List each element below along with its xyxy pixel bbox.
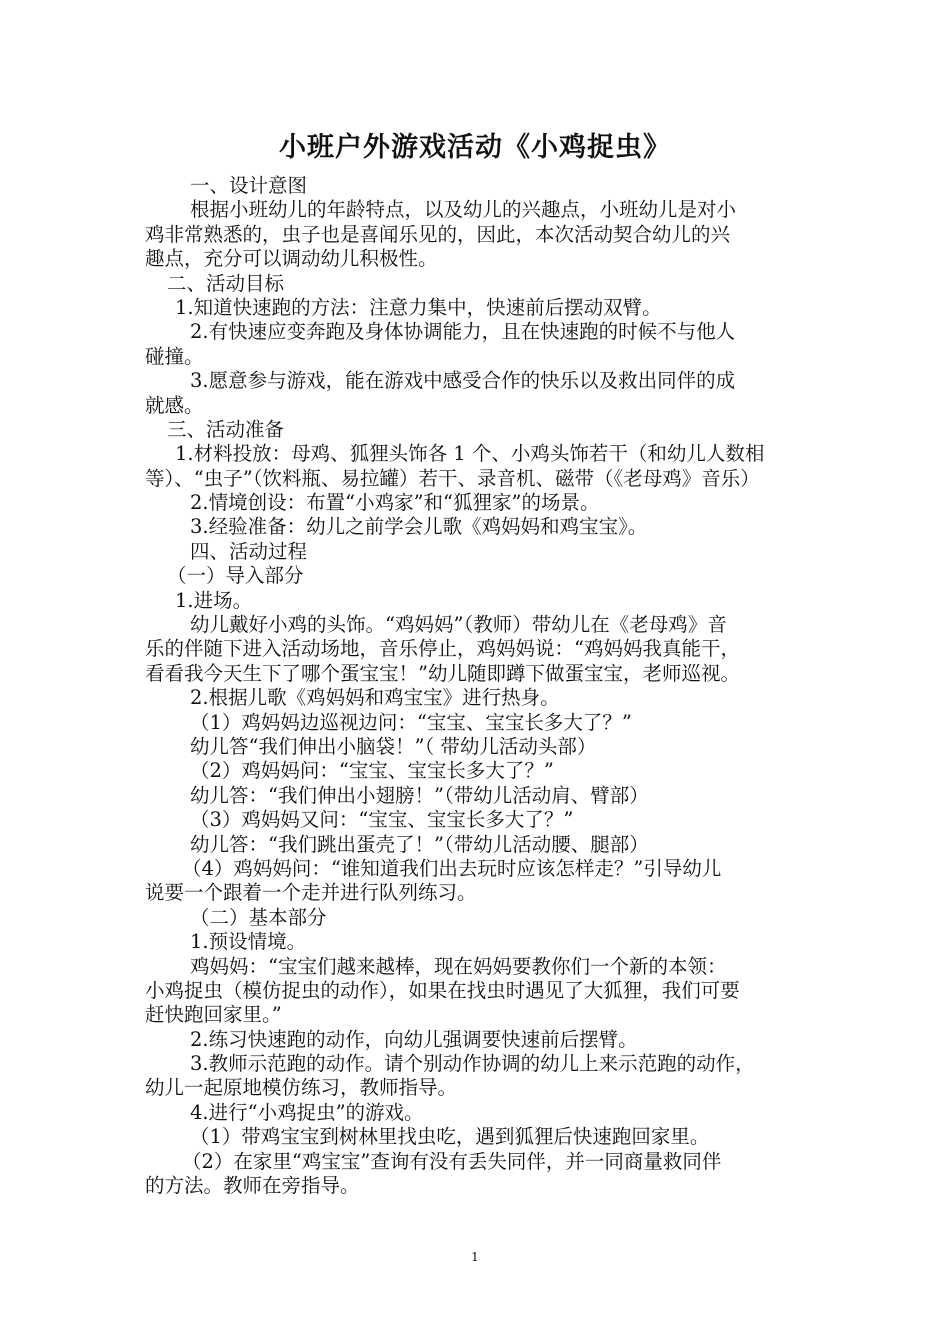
paragraph-line: 幼儿答：“我们跳出蛋壳了！”（带幼儿活动腰、腿部） [190,832,649,856]
paragraph-line: 鸡非常熟悉的，虫子也是喜闻乐见的，因此，本次活动契合幼儿的兴 [145,222,731,246]
paragraph-line: 四、活动过程 [190,539,308,563]
paragraph-line: （1）带鸡宝宝到树林里找虫吃，遇到狐狸后快速跑回家里。 [190,1125,710,1149]
paragraph-line: （二）基本部分 [190,905,327,929]
paragraph-line: 2.练习快速跑的动作，向幼儿强调要快速前后摆臂。 [190,1027,638,1051]
paragraph-line: 2.有快速应变奔跑及身体协调能力，且在快速跑的时候不与他人 [190,320,736,344]
paragraph-line: 鸡妈妈：“宝宝们越来越棒，现在妈妈要教你们一个新的本领： [190,954,727,978]
paragraph-line: （一）导入部分 [167,564,304,588]
paragraph-line: 根据小班幼儿的年龄特点，以及幼儿的兴趣点，小班幼儿是对小 [190,198,737,222]
paragraph-line: 2.情境创设：布置“小鸡家”和“狐狸家”的场景。 [190,491,600,515]
paragraph-line: 说要一个跟着一个走并进行队列练习。 [145,881,477,905]
paragraph-line: 赶快跑回家里。” [145,1003,282,1027]
paragraph-line: 1.预设情境。 [190,930,307,954]
paragraph-line: 碰撞。 [145,344,204,368]
paragraph-line: （3）鸡妈妈又问：“宝宝、宝宝长多大了？” [190,808,574,832]
page-number: 1 [471,1250,479,1264]
paragraph-line: 幼儿戴好小鸡的头饰。“鸡妈妈”（教师）带幼儿在《老母鸡》音 [190,613,727,637]
paragraph-line: （1）鸡妈妈边巡视边问：“宝宝、宝宝长多大了？” [190,710,632,734]
paragraph-line: 幼儿答：“我们伸出小翅膀！”（带幼儿活动肩、臂部） [190,783,649,807]
paragraph-line: 幼儿答“我们伸出小脑袋！”（ 带幼儿活动头部） [190,734,597,758]
paragraph-line: 1.进场。 [175,588,253,612]
paragraph-line: （2）在家里“鸡宝宝”查询有没有丢失同伴，并一同商量救同伴 [182,1149,722,1173]
paragraph-line: 三、活动准备 [167,417,285,441]
paragraph-line: 幼儿一起原地模仿练习，教师指导。 [145,1076,458,1100]
paragraph-line: 的方法。教师在旁指导。 [145,1174,360,1198]
paragraph-line: 1.材料投放：母鸡、狐狸头饰各 1 个、小鸡头饰若干（和幼儿人数相 [175,442,765,466]
paragraph-line: 3.教师示范跑的动作。请个别动作协调的幼儿上来示范跑的动作， [190,1052,755,1076]
paragraph-line: （2）鸡妈妈问：“宝宝、宝宝长多大了？” [190,759,554,783]
paragraph-line: 一、设计意图 [190,174,308,197]
paragraph-line: 等）、“虫子”（饮料瓶、易拉罐）若干、录音机、磁带（《老母鸡》音乐） [145,466,760,490]
paragraph-line: 就感。 [145,393,204,417]
paragraph-line: 乐的伴随下进入活动场地，音乐停止，鸡妈妈说：“鸡妈妈我真能干， [145,637,740,661]
paragraph-line: 趣点，充分可以调动幼儿积极性。 [145,247,438,271]
paragraph-line: 1.知道快速跑的方法：注意力集中，快速前后摆动双臂。 [175,295,662,319]
paragraph-line: 二、活动目标 [167,271,285,295]
paragraph-line: 小鸡捉虫（模仿捉虫的动作），如果在找虫时遇见了大狐狸，我们可要 [145,978,740,1002]
paragraph-line: 3.经验准备：幼儿之前学会儿歌《鸡妈妈和鸡宝宝》。 [190,515,648,539]
document-title: 小班户外游戏活动《小鸡捉虫》 [279,132,671,163]
paragraph-line: 看看我今天生下了哪个蛋宝宝！”幼儿随即蹲下做蛋宝宝，老师巡视。 [145,661,740,685]
paragraph-line: 3.愿意参与游戏，能在游戏中感受合作的快乐以及救出同伴的成 [190,369,736,393]
paragraph-line: 4.进行“小鸡捉虫”的游戏。 [190,1100,424,1124]
paragraph-line: （4）鸡妈妈问：“谁知道我们出去玩时应该怎样走？”引导幼儿 [182,856,722,880]
document-body [145,174,810,1198]
paragraph-line: 2.根据儿歌《鸡妈妈和鸡宝宝》进行热身。 [190,686,560,710]
